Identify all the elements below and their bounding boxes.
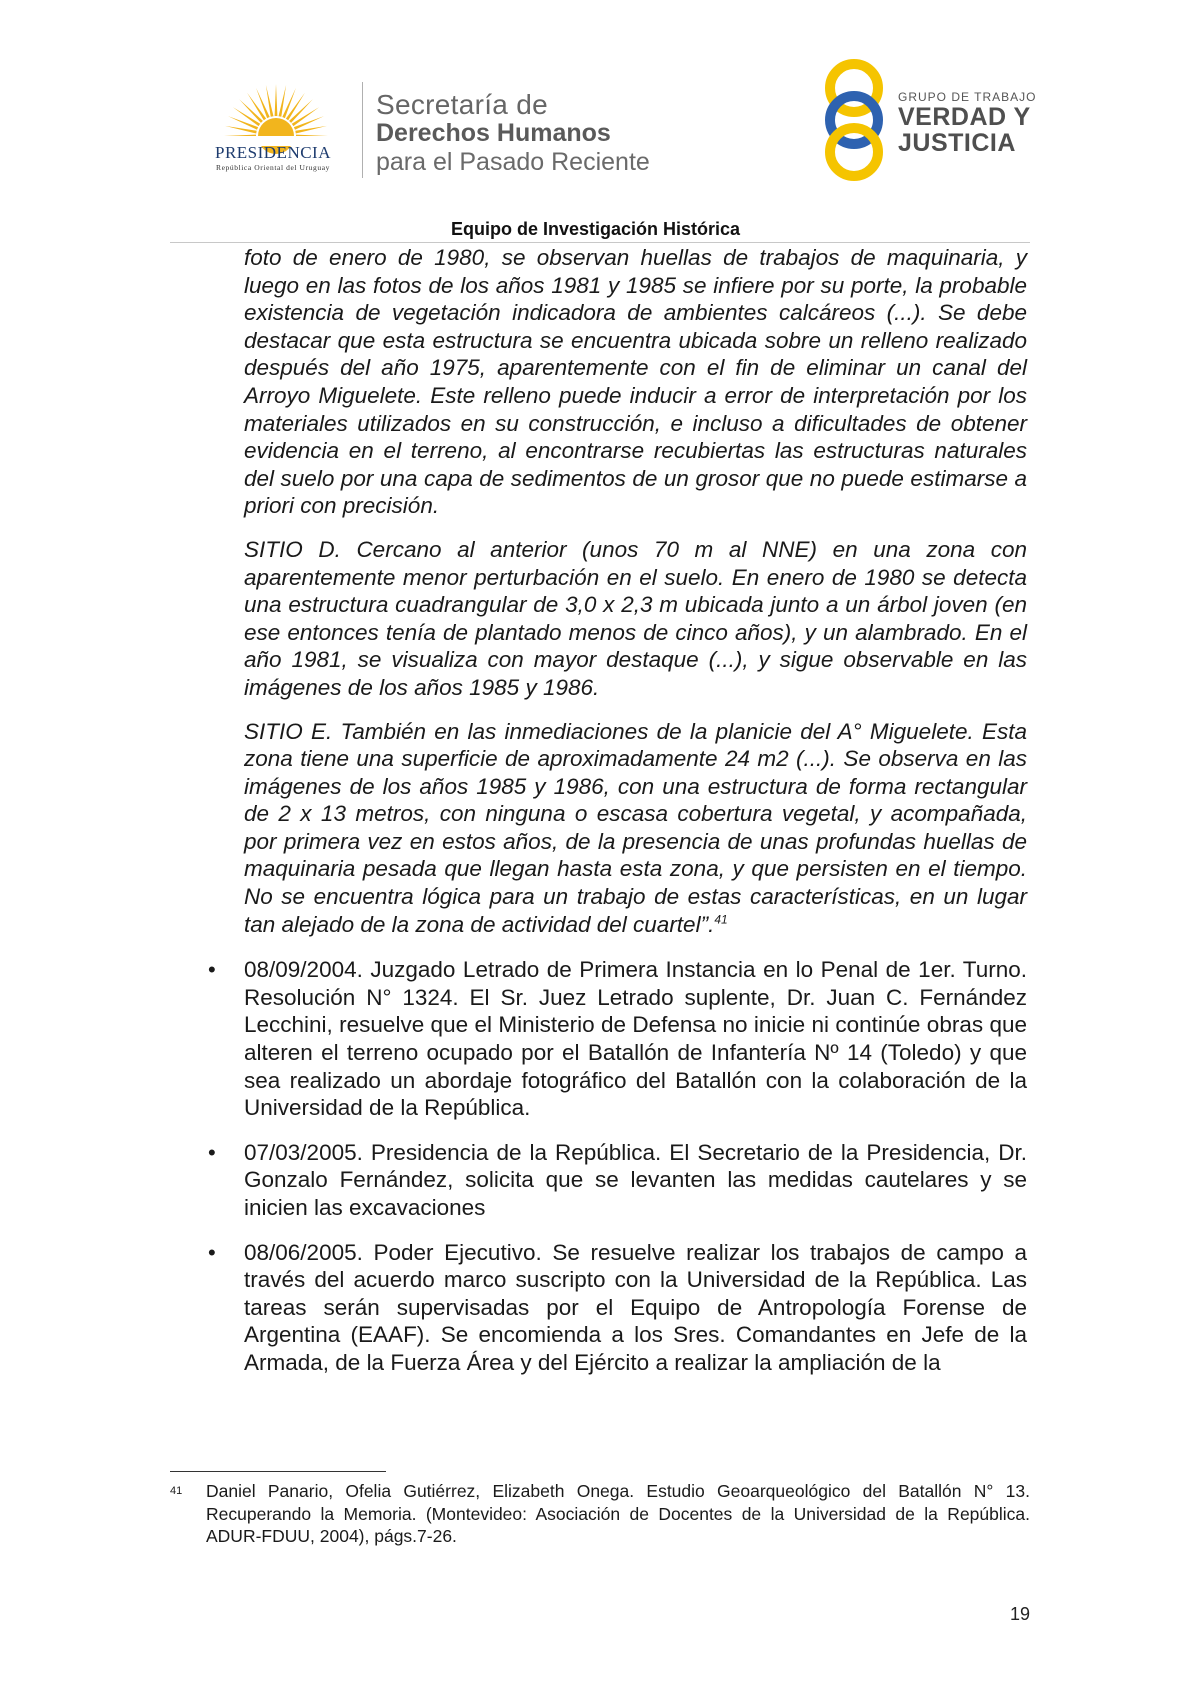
page-header — [0, 0, 1191, 239]
quote-paragraph-1: foto de enero de 1980, se observan huellas de trabajos de maquinaria, y luego en las fotos de los años 1981 y 1985 se infiere por su porte, la probable existencia de vegetación indicadora de ambientes calcáreos (...). Se debe destacar que esta estructura se encuentra ubicada sobre un relleno realizado después del año 1975, aparentemente con el fin de eliminar un canal del Arroyo Miguelete. Este relleno puede inducir a error de interpretación por los materiales utilizados en su construcción, e incluso a dificultades de obtener evidencia en el terreno, al encontrarse recubiertas las estructuras naturales del suelo por una capa de sedimentos de un grosor que no puede estimarse a priori con precisión. — [244, 245, 1027, 519]
presidencia-name: PRESIDENCIA — [214, 143, 331, 162]
secretaria-wordmark — [376, 90, 650, 177]
header-rule — [170, 242, 1030, 243]
team-title: Equipo de Investigación Histórica — [450, 219, 741, 239]
page-number: 19 — [1009, 1604, 1030, 1624]
footnote-41 — [170, 1480, 1030, 1548]
footnote-number: 41 — [170, 1485, 183, 1497]
secretaria-line-3: para el Pasado Reciente — [376, 148, 650, 176]
bullet-icon: • — [208, 1139, 216, 1165]
list-item — [208, 1239, 1027, 1377]
quote-paragraph-3-text: SITIO E. También en las inmediaciones de la planicie del A° Miguelete. Esta zona tiene una superficie de aproximadamente 24 m2 (...). Se observa en las imágenes de los años 1985 y 1986, con una estructura de forma rectangular de 2 x 13 metros, con ninguna o escasa cobertura vegetal, y acompañada, por primera vez en estos años, de la presencia de unas profundas huellas de maquinaria pesada que llegan hasta esta zona, y que persisten en el tiempo. No se encuentra lógica para un trabajo de estas características, en un lugar tan alejado de la zona de actividad del cuartel”. — [244, 718, 1027, 937]
quote-paragraph-3 — [244, 718, 1027, 939]
bullet-icon: • — [208, 957, 216, 983]
bullet-icon: • — [208, 1239, 216, 1265]
quote-paragraph-2: SITIO D. Cercano al anterior (unos 70 m al NNE) en una zona con aparentemente menor perturbación en el suelo. En enero de 1980 se detecta una estructura cuadrangular de 3,0 x 2,3 m ubicada junto a un árbol joven (en ese entonces tenía de plantado menos de cinco años), y un alambrado. En el año 1981, se visualiza con mayor destaque (...), y sigue observable en las imágenes de los años 1985 y 1986. — [244, 536, 1027, 700]
list-item-text: 07/03/2005. Presidencia de la República. El Secretario de la Presidencia, Dr. Gonzalo Fernández, solicita que se levanten las medidas cautelares y se inicien las excavaciones — [244, 1139, 1027, 1220]
list-item-text: 08/06/2005. Poder Ejecutivo. Se resuelve realizar los trabajos de campo a través del acuerdo marco suscripto con la Universidad de la República. Las tareas serán supervisadas por el Equipo de Antropología Forense de Argentina (EAAF). Se encomienda a los Sres. Comandantes en Jefe de la Armada, de la Fuerza Área y del Ejército a realizar la ampliación de la — [244, 1239, 1027, 1375]
sun-ray — [275, 84, 278, 116]
secretaria-line-1: Secretaría de — [376, 89, 548, 120]
quoted-excerpt — [244, 244, 1027, 938]
gtvj-line-2: VERDAD Y — [898, 103, 1031, 131]
list-item-text: 08/09/2004. Juzgado Letrado de Primera Instancia en lo Penal de 1er. Turno. Resolución N° 1324. El Sr. Juez Letrado suplente, Dr. Juan C. Fernández Lecchini, resuelve que el Ministerio de Defensa no inicie ni continúe obras que alteren el terreno ocupado por el Batallón de Infantería Nº 14 (Toledo) y que sea realizado un abordaje fotográfico del Batallón con la colaboración de la Universidad de la República. — [244, 957, 1027, 1121]
verdad-justicia-wordmark — [898, 90, 1036, 156]
page-body — [208, 244, 1027, 1394]
presidencia-subtitle: República Oriental del Uruguay — [215, 163, 330, 172]
footnote-separator — [170, 1471, 386, 1472]
gtvj-line-1: GRUPO DE TRABAJO — [898, 90, 1037, 104]
verdad-justicia-rings-logo — [818, 58, 890, 182]
logo-divider — [362, 82, 363, 178]
gtvj-line-3: JUSTICIA — [898, 129, 1016, 157]
list-item — [208, 1139, 1027, 1222]
list-item — [208, 956, 1027, 1122]
secretaria-line-2: Derechos Humanos — [376, 119, 611, 147]
chronology-list — [208, 956, 1027, 1376]
footnote-text: Daniel Panario, Ofelia Gutiérrez, Elizabeth Onega. Estudio Geoarqueológico del Batallón N° 13. Recuperando la Memoria. (Montevideo: Asociación de Docentes de la Universidad de la República. ADUR-FDUU, 2004), págs.7-26. — [206, 1481, 1030, 1546]
footnote-reference-41[interactable]: 41 — [714, 912, 728, 927]
